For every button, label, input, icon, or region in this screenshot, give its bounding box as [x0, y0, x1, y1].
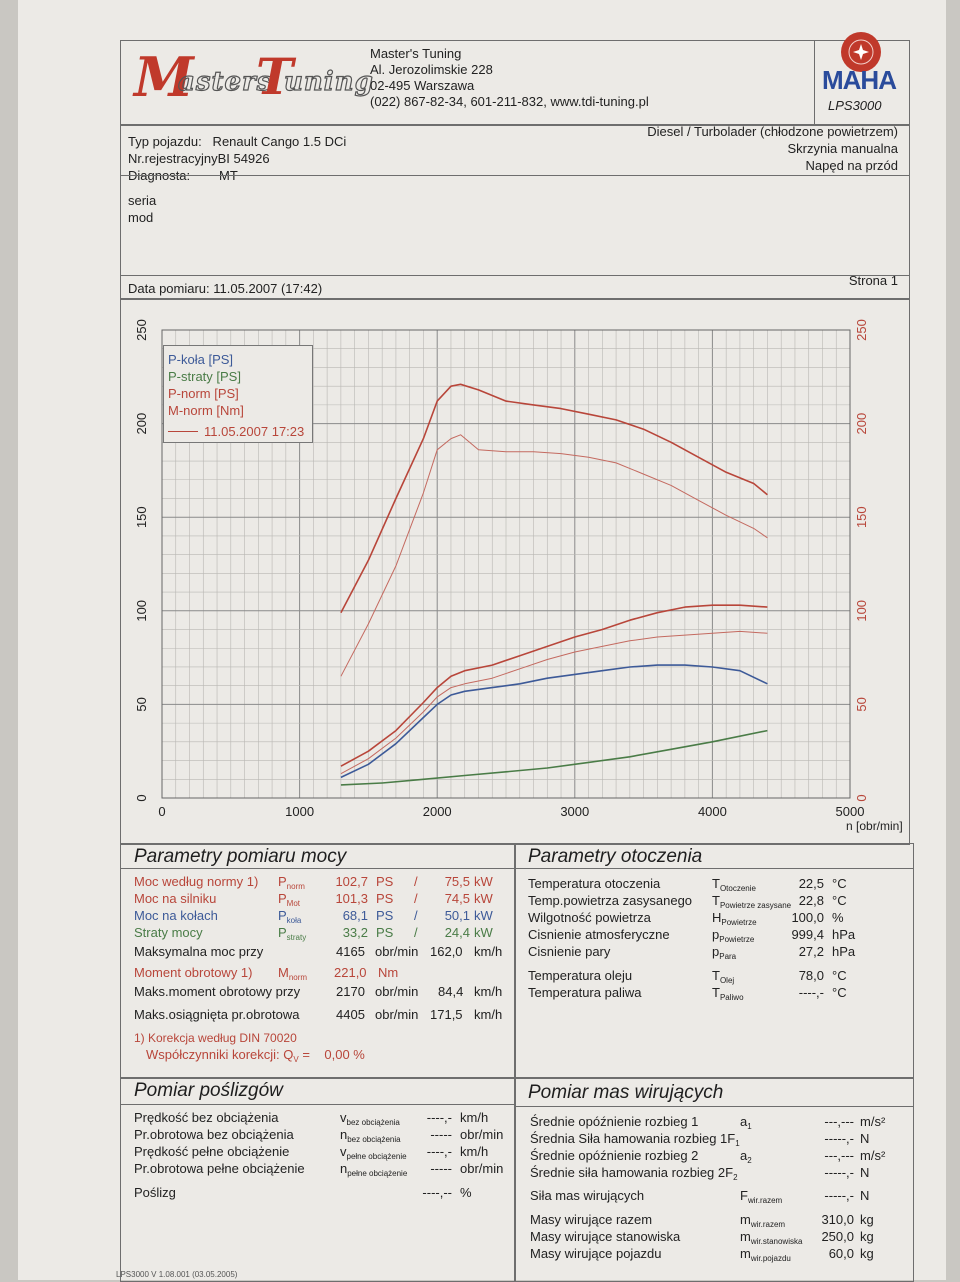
header-divider — [814, 40, 815, 125]
torque-label: Moment obrotowy 1) — [134, 965, 253, 980]
env-row-value: 999,4 — [791, 927, 824, 942]
env-row-unit: hPa — [832, 944, 856, 959]
power-row-sub: norm — [286, 882, 305, 891]
env-row-sym: T — [712, 968, 720, 983]
mass-row-unit: N — [860, 1188, 870, 1203]
power-row-value: 102,7 — [335, 874, 368, 889]
env-row-unit: % — [832, 910, 844, 925]
env-row-sub: Paliwo — [719, 993, 744, 1002]
mass-row-sym: F — [740, 1188, 748, 1203]
slip-row-unit: obr/min — [460, 1127, 504, 1142]
max-rpm-speed-unit: km/h — [474, 1007, 503, 1022]
mass-row-unit: kg — [860, 1212, 874, 1227]
legend-p-straty: P-straty [PS] — [168, 369, 241, 384]
mass-row-label-sub: 2 — [733, 1173, 738, 1182]
power-section-title: Parametry pomiaru mocy — [134, 846, 347, 867]
mass-row-label-text: Masy wirujące stanowiska — [530, 1229, 681, 1244]
series-line — [341, 631, 768, 773]
vehicle-type: Typ pojazdu: Renault Cango 1.5 DCi — [128, 134, 347, 149]
slip-row-sym: v — [340, 1144, 347, 1159]
mass-row-sym: a — [740, 1114, 748, 1129]
mass-row-unit: m/s² — [860, 1148, 886, 1163]
mass-row-label-text: Średnie siła hamowania rozbieg 2F — [530, 1165, 734, 1180]
mass-row-symbol — [740, 1188, 782, 1209]
torque-value: 221,0 — [334, 965, 367, 980]
power-title-line — [120, 868, 515, 869]
software-version: LPS3000 V 1.08.001 (03.05.2005) — [116, 1270, 238, 1279]
mass-row-label — [530, 1114, 698, 1130]
env-row-sub: Otoczenie — [719, 884, 756, 893]
mass-row-sub: wir.pojazdu — [750, 1254, 791, 1263]
max-power-speed-unit: km/h — [474, 944, 503, 959]
mass-row-symbol — [740, 1246, 791, 1267]
power-row-sep: / — [414, 874, 418, 889]
env-row-unit: °C — [832, 985, 847, 1000]
power-row-unit-kw: kW — [474, 891, 493, 906]
slip-row-label: Pr.obrotowa pełne obciążenie — [134, 1161, 305, 1176]
env-row-sym: p — [712, 944, 720, 959]
power-row-symbol — [278, 925, 306, 946]
power-row-sep: / — [414, 908, 418, 923]
svg-text:asters: asters — [178, 67, 273, 97]
x-tick-label: 5000 — [835, 804, 865, 819]
env-row-unit: hPa — [832, 927, 856, 942]
max-power-rpm: 4165 — [336, 944, 365, 959]
slip-row-value: ----,- — [426, 1144, 452, 1159]
env-row-label: Temperatura oleju — [528, 968, 633, 983]
din-footnote: 1) Korekcja według DIN 70020 — [134, 1031, 297, 1045]
power-row-unit-kw: kW — [474, 908, 493, 923]
power-row-sub: Mot — [286, 899, 301, 908]
y-tick-label-left: 150 — [134, 506, 149, 529]
env-row-sym: p — [712, 927, 720, 942]
mass-row-label-text: Średnie opóźnienie rozbieg 2 — [530, 1148, 699, 1163]
max-torque-speed: 84,4 — [438, 984, 464, 999]
y-tick-label-right: 150 — [854, 506, 869, 529]
slip-row-sym: n — [340, 1127, 348, 1142]
mass-row-value: ---,--- — [824, 1114, 854, 1129]
mass-row-label — [530, 1212, 652, 1228]
y-tick-label-left: 200 — [134, 412, 149, 435]
mass-row-value: -----,- — [824, 1131, 854, 1146]
mass-row-value: ---,--- — [824, 1148, 854, 1163]
legend-date-line — [168, 431, 198, 432]
slip-row-symbol — [340, 1161, 407, 1182]
company-line-2: Al. Jerozolimskie 228 — [370, 62, 493, 77]
vehicle-registration: Nr.rejestracyjnyBI 54926 — [128, 151, 270, 166]
max-rpm-unit: obr/min — [375, 1007, 419, 1022]
slip-row-label: Prędkość bez obciążenia — [134, 1110, 279, 1125]
power-row-sub: koła — [286, 916, 302, 925]
legend-m-norm: M-norm [Nm] — [168, 403, 244, 418]
env-row-sym: T — [712, 893, 720, 908]
y-tick-label-left: 250 — [134, 319, 149, 341]
mass-row-sym: m — [740, 1246, 751, 1261]
power-row-value: 33,2 — [342, 925, 368, 940]
torque-sub: norm — [288, 973, 308, 982]
max-torque-label: Maks.moment obrotowy przy — [134, 984, 301, 999]
env-row-symbol — [712, 944, 736, 965]
masters-tuning-logo — [134, 45, 374, 119]
power-row-sep: / — [414, 891, 418, 906]
slip-row-unit: km/h — [460, 1144, 489, 1159]
vehicle-divider — [120, 175, 909, 176]
env-row-sub: Para — [719, 952, 737, 961]
env-row-value: 78,0 — [798, 968, 824, 983]
env-row-sub: Powietrze — [719, 935, 755, 944]
max-power-label: Maksymalna moc przy — [134, 944, 264, 959]
power-row-value: 68,1 — [342, 908, 368, 923]
mass-row-value: -----,- — [824, 1165, 854, 1180]
env-row-sub: Powietrze zasysane — [719, 901, 792, 910]
legend-date: 11.05.2007 17:23 — [204, 424, 305, 439]
slip-row-label: Poślizg — [134, 1185, 176, 1200]
mass-row-sym: m — [740, 1212, 751, 1227]
logo-graphic — [134, 45, 374, 110]
slip-row-label: Pr.obrotowa bez obciążenia — [134, 1127, 294, 1142]
max-power-rpm-unit: obr/min — [375, 944, 419, 959]
slip-row-sub: bez obciążenia — [347, 1135, 401, 1144]
y-tick-label-left: 50 — [134, 697, 149, 712]
x-tick-label: 3000 — [560, 804, 590, 819]
page-number: Strona 1 — [848, 273, 898, 288]
svg-text:M: M — [134, 45, 195, 109]
slip-section-title: Pomiar poślizgów — [134, 1080, 283, 1101]
max-rpm-speed: 171,5 — [430, 1007, 463, 1022]
mass-row-label-text: Masy wirujące pojazdu — [530, 1246, 662, 1261]
max-rpm-value: 4405 — [336, 1007, 365, 1022]
y-tick-label-right: 0 — [854, 794, 869, 802]
mass-row-sym: a — [740, 1148, 748, 1163]
note-serie: seria — [128, 193, 157, 208]
svg-text:uning: uning — [284, 67, 374, 97]
slip-row-value: ----,- — [426, 1110, 452, 1125]
mass-row-sub: 2 — [747, 1156, 752, 1165]
correction-value: = 0,00 % — [298, 1047, 365, 1062]
power-row-value-kw: 75,5 — [444, 874, 470, 889]
env-row-label: Wilgotność powietrza — [528, 910, 651, 925]
mass-row-label — [530, 1229, 680, 1245]
maha-model: LPS3000 — [828, 98, 882, 113]
mass-row-label-text: Siła mas wirujących — [530, 1188, 645, 1203]
mass-row-sub: wir.razem — [750, 1220, 786, 1229]
mass-title-line — [514, 1106, 913, 1107]
power-row-sym: P — [278, 874, 287, 889]
mass-row-value: 250,0 — [821, 1229, 854, 1244]
power-row-label: Moc na kołach — [134, 908, 218, 923]
power-row-value-kw: 74,5 — [444, 891, 470, 906]
mass-row-unit: kg — [860, 1246, 874, 1261]
mass-row-unit: m/s² — [860, 1114, 886, 1129]
slip-row-label: Prędkość pełne obciążenie — [134, 1144, 290, 1159]
slip-row-sub: bez obciążenia — [346, 1118, 400, 1127]
x-axis-label: n [obr/min] — [846, 819, 903, 833]
mass-row-label-text: Średnia Siła hamowania rozbieg 1F — [530, 1131, 736, 1146]
max-rpm-label: Maks.osiągnięta pr.obrotowa — [134, 1007, 300, 1022]
slip-row-sub: pełne obciążenie — [346, 1152, 407, 1161]
note-mod: mod — [128, 210, 154, 225]
env-row-label: Cisnienie atmosferyczne — [528, 927, 670, 942]
power-row-value: 101,3 — [335, 891, 368, 906]
series-line — [341, 731, 768, 785]
power-row-unit: PS — [376, 874, 394, 889]
mass-section-title: Pomiar mas wirujących — [528, 1082, 724, 1103]
env-row-sym: T — [712, 985, 720, 1000]
env-row-unit: °C — [832, 968, 847, 983]
mass-row-symbol — [740, 1148, 752, 1169]
env-title-line — [514, 868, 913, 869]
slip-title-line — [120, 1104, 515, 1105]
slip-row-unit: km/h — [460, 1110, 489, 1125]
env-row-value: 22,8 — [798, 893, 824, 908]
power-row-label: Straty mocy — [134, 925, 203, 940]
mass-row-unit: N — [860, 1131, 870, 1146]
vehicle-diagnostician: Diagnosta: MT — [128, 168, 238, 183]
y-tick-label-right: 50 — [854, 697, 869, 712]
slip-row-unit: obr/min — [460, 1161, 504, 1176]
torque-symbol — [278, 965, 307, 986]
legend-p-kola: P-koła [PS] — [168, 352, 234, 367]
slip-row-sym: v — [340, 1110, 347, 1125]
torque-unit: Nm — [378, 965, 399, 980]
y-tick-label-right: 250 — [854, 319, 869, 341]
mass-row-sub: 1 — [747, 1122, 752, 1131]
mass-row-value: 60,0 — [828, 1246, 854, 1261]
env-row-symbol — [712, 985, 744, 1006]
company-line-3: 02-495 Warszawa — [370, 78, 475, 93]
env-row-sym: T — [712, 876, 720, 891]
slip-row-sym: n — [340, 1161, 348, 1176]
slip-row-value: ----- — [430, 1127, 452, 1142]
power-row-sym: P — [278, 891, 287, 906]
correction-label: Współczynniki korekcji: Q — [146, 1047, 294, 1062]
slip-row-value: ----- — [430, 1161, 452, 1176]
report-sheet — [18, 0, 946, 1280]
env-row-sub: Olej — [719, 976, 735, 985]
mass-row-symbol — [740, 1114, 752, 1135]
svg-text:T: T — [256, 47, 295, 106]
mass-row-label-text: Średnie opóźnienie rozbieg 1 — [530, 1114, 699, 1129]
mass-row-value: -----,- — [824, 1188, 854, 1203]
date-divider — [120, 275, 909, 276]
power-row-unit-kw: kW — [474, 925, 493, 940]
slip-frame — [120, 1077, 516, 1282]
env-row-value: 100,0 — [791, 910, 824, 925]
measurement-date: Data pomiaru: 11.05.2007 (17:42) — [128, 281, 323, 296]
x-tick-label: 1000 — [285, 804, 315, 819]
power-row-unit: PS — [376, 891, 394, 906]
env-row-label: Temperatura otoczenia — [528, 876, 661, 891]
y-tick-label-right: 100 — [854, 599, 869, 622]
max-torque-rpm-unit: obr/min — [375, 984, 419, 999]
mass-row-sub: wir.stanowiska — [750, 1237, 803, 1246]
torque-sym: M — [278, 965, 289, 980]
gearbox-type: Skrzynia manualna — [787, 141, 898, 156]
company-line-4: (022) 867-82-34, 601-211-832, www.tdi-tuning.pl — [370, 94, 649, 109]
mass-row-label-text: Masy wirujące razem — [530, 1212, 653, 1227]
correction-sub: V — [293, 1055, 299, 1064]
env-row-value: ----,- — [798, 985, 824, 1000]
power-row-sym: P — [278, 925, 287, 940]
slip-row-sub: pełne obciążenie — [347, 1169, 408, 1178]
maha-brand: MAHA — [822, 65, 896, 95]
env-row-value: 22,5 — [798, 876, 824, 891]
power-row-sub: straty — [286, 933, 307, 942]
mass-row-unit: kg — [860, 1229, 874, 1244]
y-tick-label-right: 200 — [854, 412, 869, 435]
power-row-unit: PS — [376, 925, 394, 940]
mass-row-label — [530, 1165, 738, 1186]
power-row-unit-kw: kW — [474, 874, 493, 889]
power-row-sep: / — [414, 925, 418, 940]
env-row-label: Temp.powietrza zasysanego — [528, 893, 693, 908]
mass-row-sub: wir.razem — [747, 1196, 783, 1205]
power-row-label: Moc na silniku — [134, 891, 217, 906]
power-row-value-kw: 50,1 — [444, 908, 470, 923]
max-torque-speed-unit: km/h — [474, 984, 503, 999]
env-row-sub: Powietrze — [721, 918, 757, 927]
env-row-unit: °C — [832, 876, 847, 891]
power-row-sym: P — [278, 908, 287, 923]
engine-type: Diesel / Turbolader (chłodzone powietrzem) — [647, 124, 898, 139]
power-row-unit: PS — [376, 908, 394, 923]
env-row-label: Temperatura paliwa — [528, 985, 642, 1000]
x-tick-label: 4000 — [697, 804, 727, 819]
mass-row-unit: N — [860, 1165, 870, 1180]
mass-row-label-sub: 1 — [735, 1139, 740, 1148]
x-tick-label: 0 — [158, 804, 166, 819]
x-tick-label: 2000 — [422, 804, 452, 819]
y-tick-label-left: 0 — [134, 794, 149, 802]
max-torque-rpm: 2170 — [336, 984, 365, 999]
env-section-title: Parametry otoczenia — [528, 846, 703, 867]
series-line — [341, 435, 768, 677]
slip-row-unit: % — [460, 1185, 472, 1200]
mass-row-label — [530, 1148, 698, 1164]
y-tick-label-left: 100 — [134, 599, 149, 622]
env-row-label: Cisnienie pary — [528, 944, 611, 959]
mass-row-label — [530, 1246, 662, 1262]
slip-row-value: ----,-- — [422, 1185, 452, 1200]
mass-row-value: 310,0 — [821, 1212, 854, 1227]
power-row-value-kw: 24,4 — [444, 925, 470, 940]
legend-p-norm: P-norm [PS] — [168, 386, 239, 401]
mass-row-label — [530, 1188, 644, 1204]
env-row-value: 27,2 — [798, 944, 824, 959]
correction-factor — [146, 1047, 365, 1068]
mass-row-sym: m — [740, 1229, 751, 1244]
power-row-label: Moc według normy 1) — [134, 874, 259, 889]
env-row-sym: H — [712, 910, 722, 925]
company-line-1: Master's Tuning — [370, 46, 462, 61]
max-power-speed: 162,0 — [430, 944, 463, 959]
env-row-unit: °C — [832, 893, 847, 908]
drive-type: Napęd na przód — [805, 158, 898, 173]
